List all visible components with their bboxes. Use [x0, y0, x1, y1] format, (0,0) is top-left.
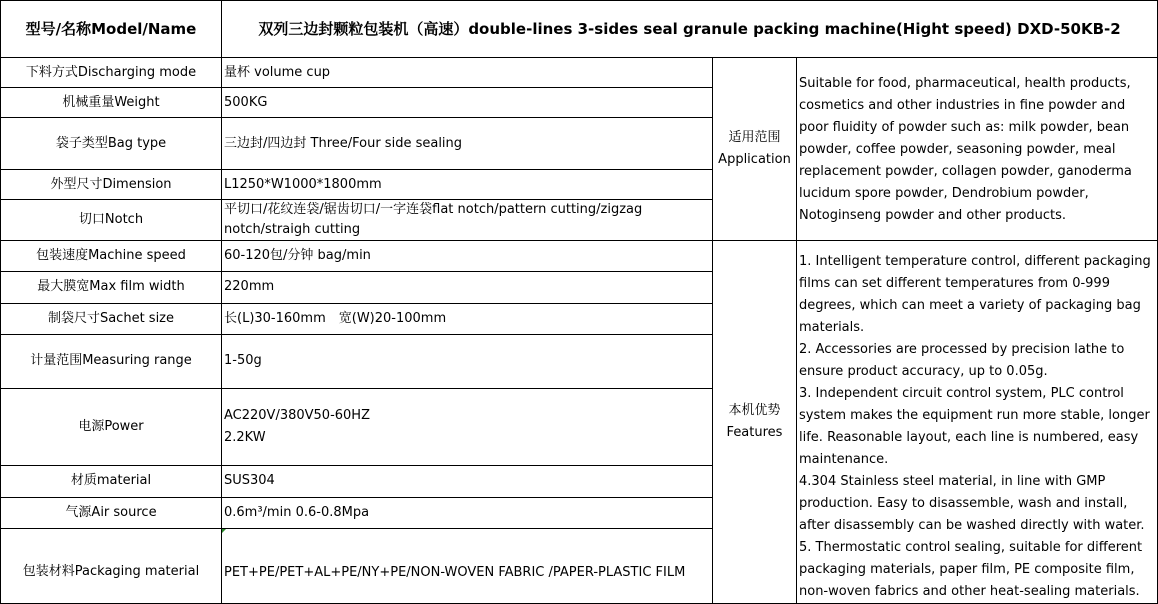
spec-label: 气源Air source — [1, 497, 222, 528]
application-text: Suitable for food, pharmaceutical, health products, cosmetics and other industries in fine powder and poor fluidity of powder such as: milk powder, bean powder, coffee powder, seasoning powder, meal replacement powder, collagen powder, ganoderma lucidum spore powder, Dendrobium powder, Notoginseng powder and other products. — [797, 58, 1158, 241]
spec-value: 平切口/花纹连袋/锯齿切口/一字连袋flat notch/pattern cutting/zigzag notch/straigh cutting — [222, 200, 713, 241]
page-title: 双列三边封颗粒包装机（高速）double-lines 3-sides seal granule packing machine(Hight speed) DXD-50KB-2 — [222, 1, 1158, 58]
spec-label: 电源Power — [1, 389, 222, 466]
spec-value: 三边封/四边封 Three/Four side sealing — [222, 118, 713, 170]
spec-value: 60-120包/分钟 bag/min — [222, 241, 713, 272]
spec-value: 500KG — [222, 88, 713, 118]
spec-value: 长(L)30-160mm 宽(W)20-100mm — [222, 303, 713, 334]
table-row — [1, 58, 1158, 88]
packaging-material-text: PET+PE/PET+AL+PE/NY+PE/NON-WOVEN FABRIC /PAPER-PLASTIC FILM — [224, 565, 686, 581]
spec-label: 切口Notch — [1, 200, 222, 241]
header-row — [1, 1, 1158, 58]
features-text: 1. Intelligent temperature control, different packaging films can set different temperatures from 0-999 degrees, which can meet a variety of packaging bag materials. 2. Accessories are processed by precision lathe to ensure product accuracy, up to 0.05g. 3. Independent circuit control system, PLC control system makes the equipment run more stable, longer life. Reasonable layout, each line is numbered, easy maintenance. 4.304 Stainless steel material, in line with GMP production. Easy to disassemble, wash and install, after disassembly can be washed directly with water. 5. Thermostatic control sealing, suitable for different packaging materials, paper film, PE composite film, non-woven fabrics and other heat-sealing materials. — [797, 241, 1158, 604]
spec-value: 220mm — [222, 272, 713, 303]
spec-value: 1-50g — [222, 334, 713, 388]
spec-label: 外型尺寸Dimension — [1, 170, 222, 200]
spec-label: 制袋尺寸Sachet size — [1, 303, 222, 334]
spec-label: 袋子类型Bag type — [1, 118, 222, 170]
features-label: 本机优势 Features — [713, 241, 797, 604]
spec-label: 最大膜宽Max film width — [1, 272, 222, 303]
spec-label: 材质material — [1, 466, 222, 497]
spec-value: 0.6m³/min 0.6-0.8Mpa — [222, 497, 713, 528]
spec-value — [222, 528, 713, 603]
spec-value: SUS304 — [222, 466, 713, 497]
spec-label: 下料方式Discharging mode — [1, 58, 222, 88]
spec-label: 包装速度Machine speed — [1, 241, 222, 272]
table-row — [1, 241, 1158, 272]
cell-corner-marker — [222, 529, 226, 533]
spec-label: 机械重量Weight — [1, 88, 222, 118]
spec-label: 计量范围Measuring range — [1, 334, 222, 388]
application-label: 适用范围 Application — [713, 58, 797, 241]
spec-label: 包装材料Packaging material — [1, 528, 222, 603]
spec-value: AC220V/380V50-60HZ 2.2KW — [222, 389, 713, 466]
spec-value: 量杯 volume cup — [222, 58, 713, 88]
spec-value: L1250*W1000*1800mm — [222, 170, 713, 200]
model-label: 型号/名称Model/Name — [1, 1, 222, 58]
